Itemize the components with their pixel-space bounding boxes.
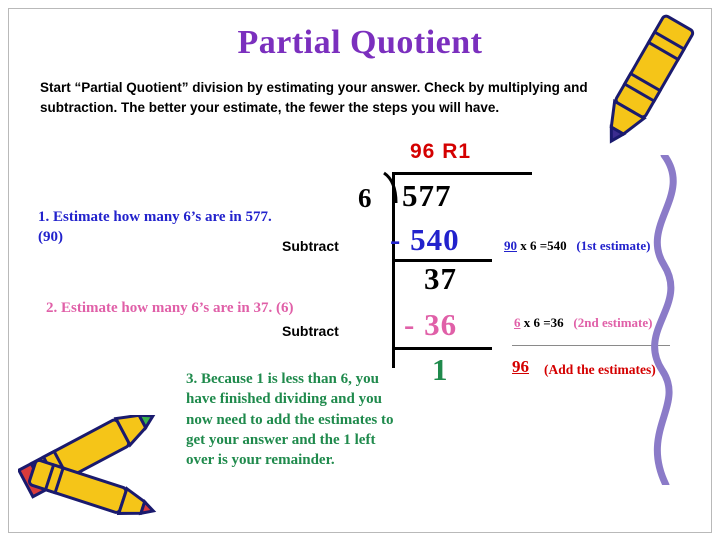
annotation-first-estimate-value: 90 [504,238,517,253]
quotient-answer: 96 R1 [410,140,472,163]
step-note-3: 3. Because 1 is less than 6, you have finished dividing and you now need to add the estimates to get your answer and the 1 left over is your remainder. [186,371,394,468]
division-bracket-curve [382,171,398,205]
dividend: 577 [402,178,452,213]
annotation-first-estimate-multiply: x 6 =540 [517,238,567,253]
final-remainder: 1 [432,352,449,387]
page-title: Partial Quotient [237,24,483,61]
annotation-sum-value: 96 [512,357,529,376]
divisor: 6 [358,183,372,213]
subtract-label-1: Subtract [282,238,339,254]
intermediate-remainder: 37 [424,261,457,296]
subtraction-rule-2 [392,347,492,350]
crayon-icon-bottom [18,415,178,525]
division-bracket-top [392,172,532,175]
annotation-first-estimate [504,238,650,254]
step-note-2: 2. Estimate how many 6’s are in 37. (6) [46,300,294,316]
intro-text: Start “Partial Quotient” division by estimating your answer. Check by multiplying and subtraction. The better your estimate, the fewer the steps you will have. [40,80,588,115]
subtract-label-2: Subtract [282,323,339,339]
annotation-second-estimate-multiply: x 6 =36 [520,315,564,330]
annotation-second-estimate-value: 6 [514,315,521,330]
squiggle-decoration [634,155,694,485]
annotation-second-estimate-note: (2nd estimate) [573,315,653,330]
annotation-sum-label: (Add the estimates) [544,362,656,377]
annotation-first-estimate-note: (1st estimate) [576,238,651,253]
crayon-icon-top [586,4,706,154]
annotation-second-estimate [514,315,653,331]
minuend-2: - 36 [404,307,458,342]
step-note-1: 1. Estimate how many 6’s are in 577. (90) [38,209,272,246]
minuend-1: - 540 [390,222,460,257]
